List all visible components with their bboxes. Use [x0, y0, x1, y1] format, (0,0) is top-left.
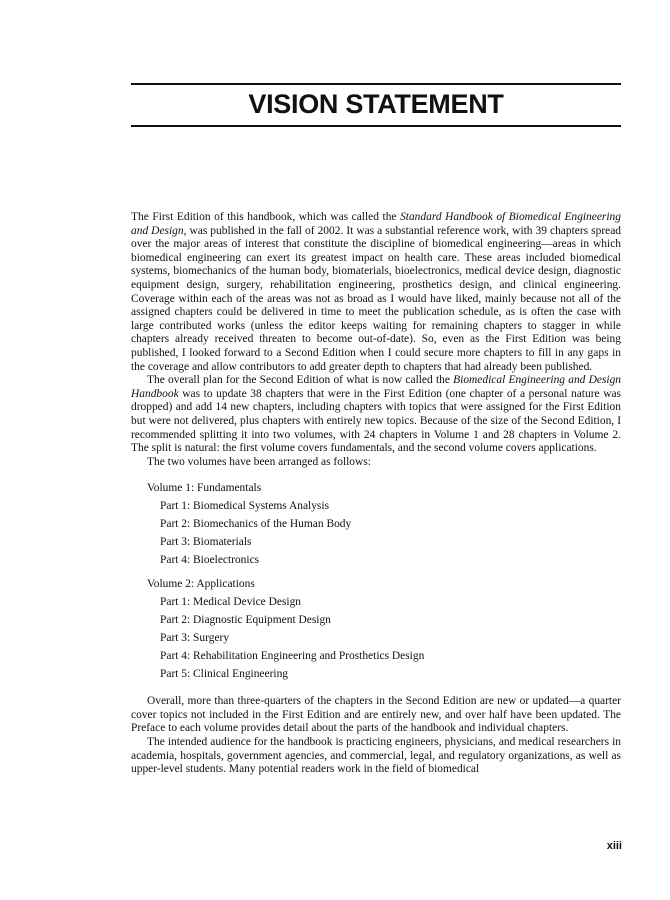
- book-title-first-edition: Standard Handbook of Biomedical Engineering and Design: [131, 211, 621, 237]
- paragraph-text: The First Edition of this handbook, which was called the: [131, 211, 401, 223]
- paragraph-first-edition: [131, 211, 621, 374]
- volume-part: Part 2: Biomechanics of the Human Body: [160, 518, 352, 531]
- page-number: xiii: [606, 840, 622, 852]
- paragraph-audience: The intended audience for the handbook is practicing engineers, physicians, and medical researchers in academia, hospitals, government agencies, and commercial, legal, and regulatory organizations, as well as upper-level students. Many potential readers work in the field of biomedical: [131, 736, 621, 776]
- volume-part: Part 1: Medical Device Design: [160, 596, 302, 609]
- volume-part: Part 4: Rehabilitation Engineering and Prosthetics Design: [160, 650, 425, 663]
- volume-part: Part 4: Bioelectronics: [160, 554, 260, 567]
- volume-heading: Volume 1: Fundamentals: [147, 482, 262, 495]
- title-bottom-rule: [131, 125, 621, 127]
- volume-part: Part 5: Clinical Engineering: [160, 668, 289, 681]
- paragraph-second-edition: [131, 374, 621, 456]
- title-top-rule: [131, 83, 621, 85]
- paragraph-arrangement: The two volumes have been arranged as follows:: [147, 455, 371, 468]
- paragraph-overall: Overall, more than three-quarters of the chapters in the Second Edition are new or updated—a quarter cover topics not included in the First Edition and are entirely new, and over half have been updated. The Preface to each volume provides detail about the parts of the handbook and individual chapters.: [131, 695, 621, 735]
- volume-part: Part 2: Diagnostic Equipment Design: [160, 614, 331, 627]
- paragraph-text: was to update 38 chapters that were in the First Edition (one chapter of a personal nature was dropped) and add 14 new chapters, including chapters with topics that were assigned for the First Edition but were not delivered, plus chapters with entirely new topics. Because of the size of the Second Edition, I recommended splitting it into two volumes, with 24 chapters in Volume 1 and 28 chapters in Volume 2. The split is natural: the first volume covers fundamentals, and the second volume covers applications.: [131, 387, 621, 455]
- volume-list: [131, 479, 621, 683]
- volume-heading: Volume 2: Applications: [147, 578, 255, 591]
- volume-part: Part 3: Biomaterials: [160, 536, 252, 549]
- paragraph-text: , was published in the fall of 2002. It was a substantial reference work, with 39 chapters spread over the major areas of interest that constitute the discipline of biomedical engineering—areas in which biomedical engineering can exert its greatest impact on health care. These areas included biomedical systems, biomechanics of the human body, biomaterials, bioelectronics, medical device design, diagnostic equipment design, surgery, rehabilitation engineering, prosthetics design, and clinical engineering. Coverage within each of the areas was not as broad as I would have liked, mainly because not all of the assigned chapters could be delivered in time to meet the publication schedule, as is often the case with large contributed works (unless the editor keeps waiting for remaining chapters to stagger in while chapters already received threaten to become out-of-date). So, even as the First Edition was being published, I looked forward to a Second Edition when I could secure more chapters to fill in any gaps in the coverage and allow contributors to add greater depth to chapters that had already been published.: [131, 224, 621, 373]
- page-title: VISION STATEMENT: [248, 89, 504, 119]
- paragraph-text: The overall plan for the Second Edition of what is now called the: [147, 374, 454, 387]
- volume-part: Part 3: Surgery: [160, 632, 230, 645]
- volume-part: Part 1: Biomedical Systems Analysis: [160, 500, 330, 513]
- body-text: [131, 211, 621, 777]
- book-title-second-edition: Biomedical Engineering and Design Handbook: [131, 374, 622, 400]
